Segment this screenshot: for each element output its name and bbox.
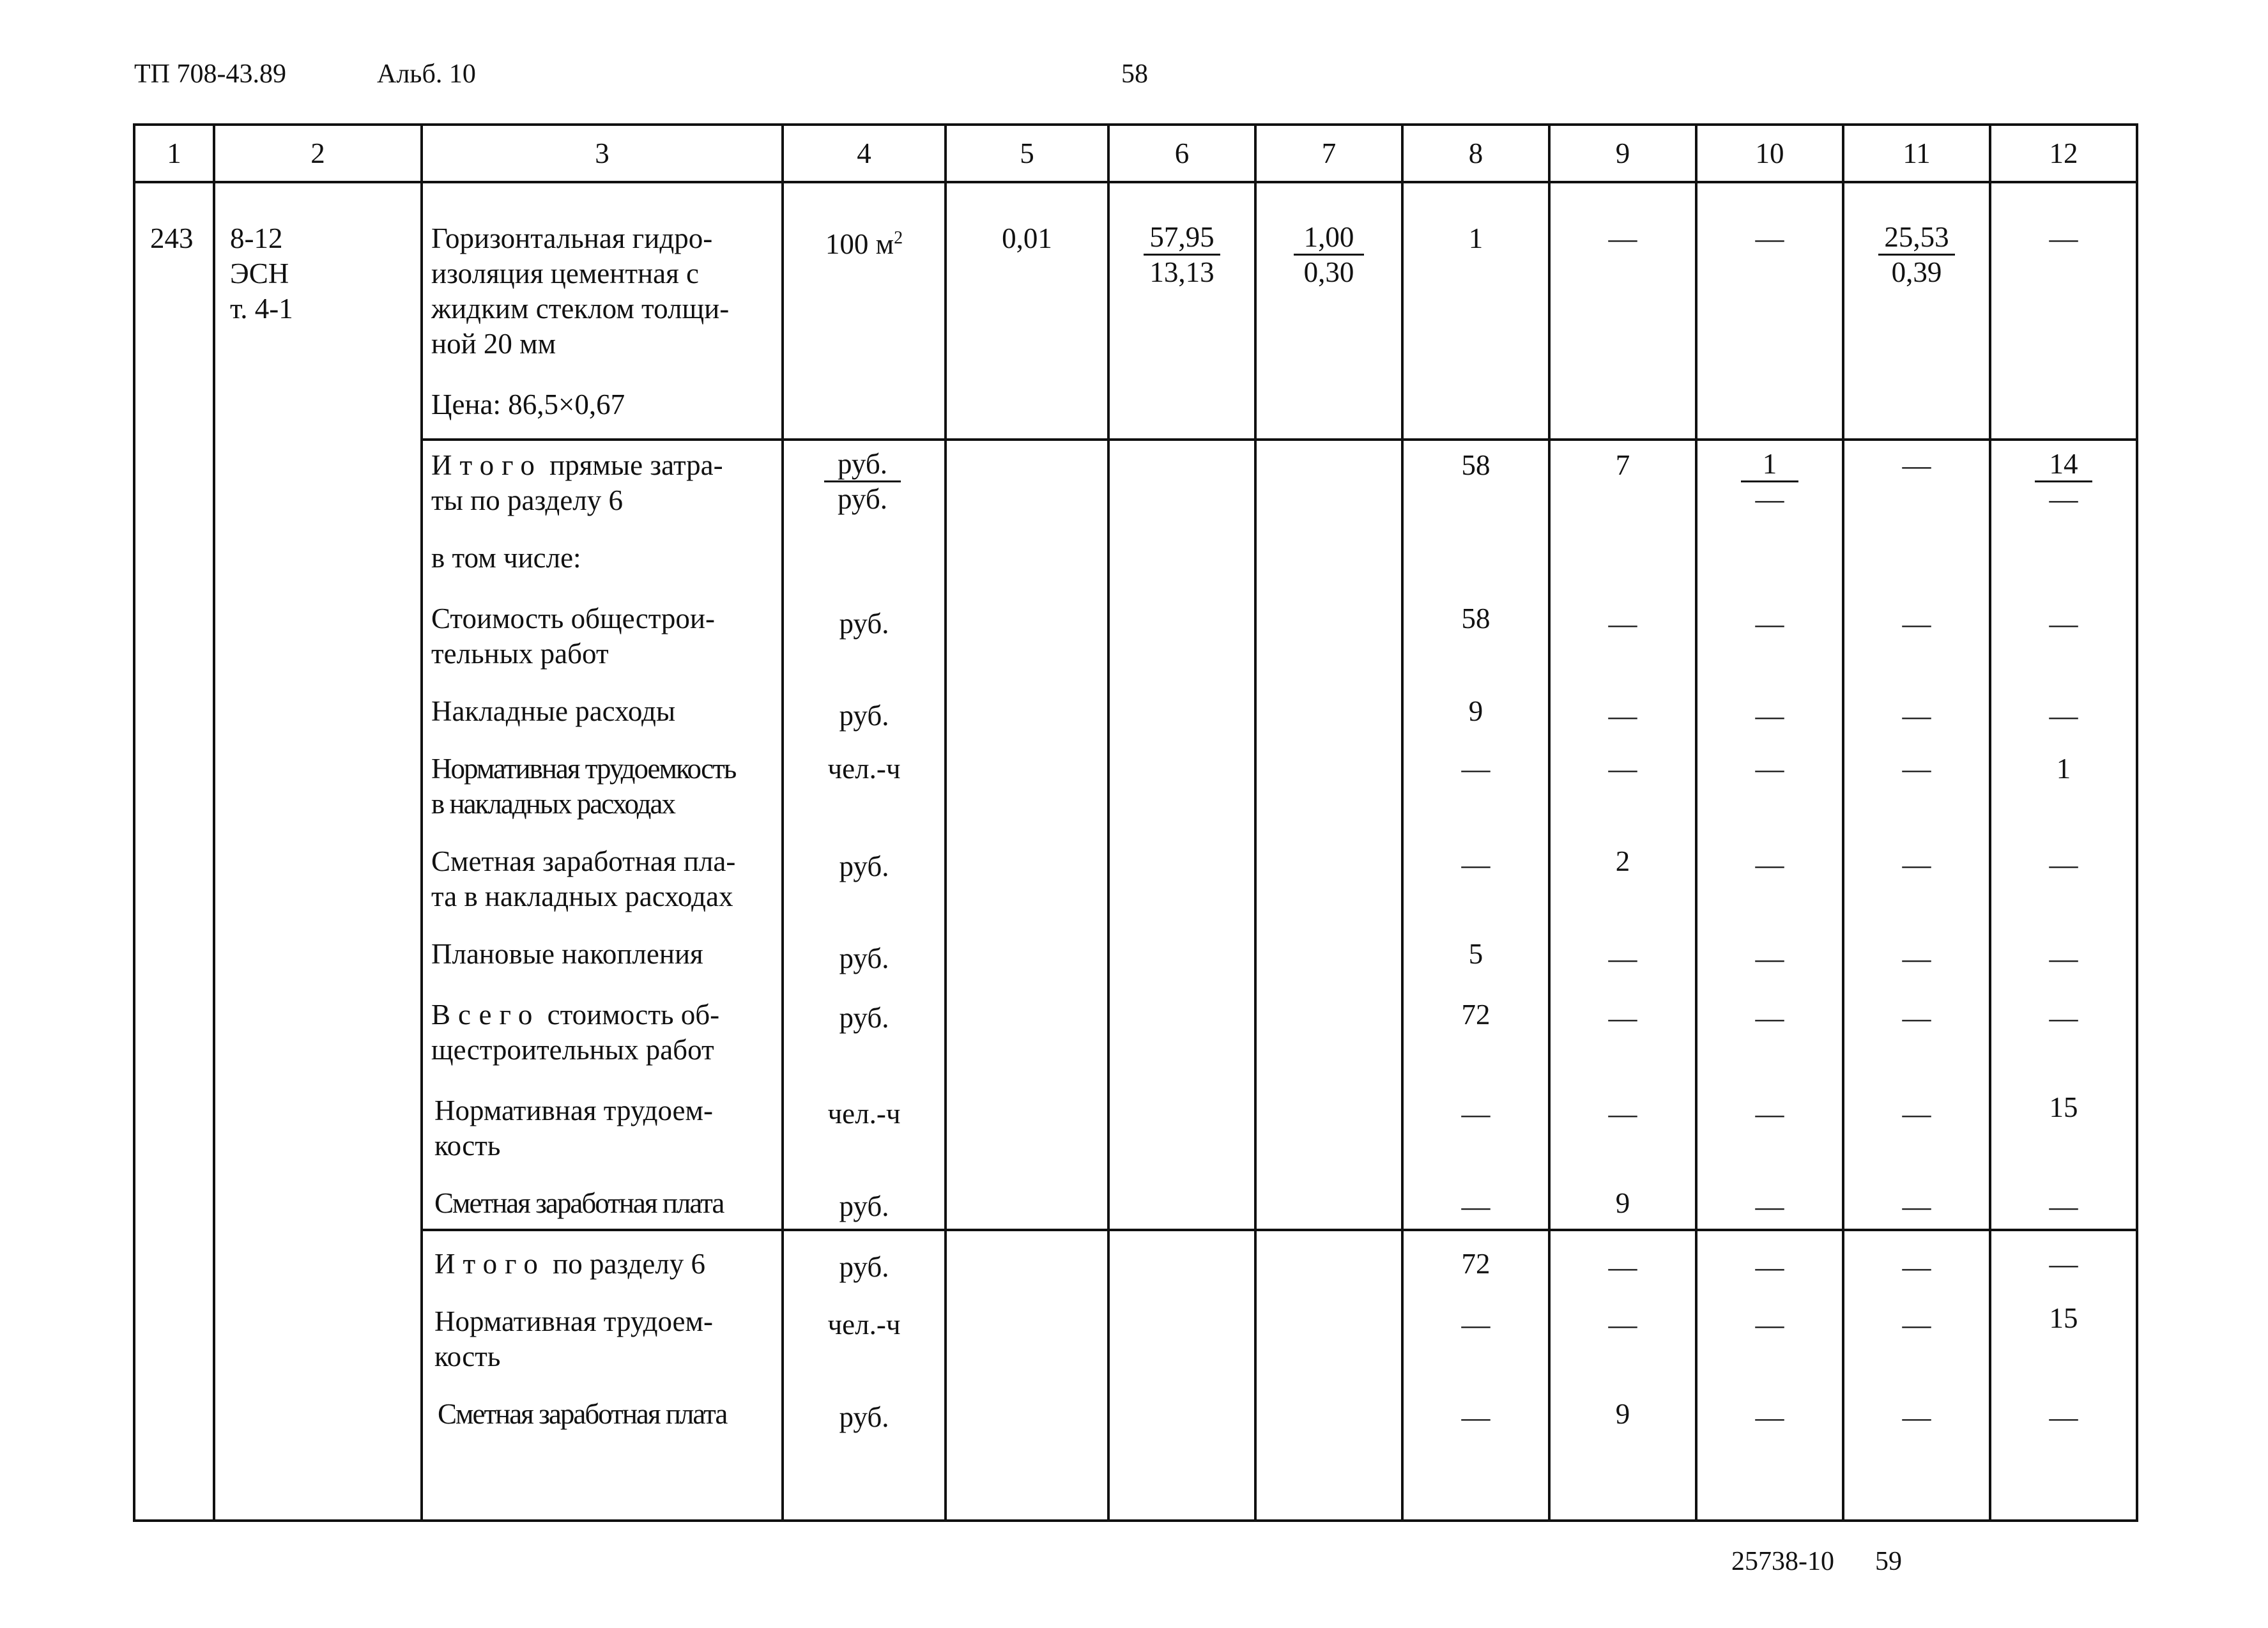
planovye-col10: — bbox=[1755, 942, 1784, 974]
item-unit-text: 100 м bbox=[825, 228, 894, 260]
item-qty: 0,01 bbox=[1002, 222, 1052, 254]
col-header-6: 6 bbox=[1174, 137, 1190, 169]
vsego-col8: 72 bbox=[1461, 999, 1490, 1031]
itogo-razdel-col8: 72 bbox=[1461, 1248, 1490, 1280]
nakladnye-col8: 9 bbox=[1468, 695, 1483, 727]
smetnaya-nakl-col8: — bbox=[1461, 849, 1490, 880]
smetnaya-nakl-col11: — bbox=[1902, 849, 1931, 880]
col-header-9: 9 bbox=[1615, 137, 1630, 169]
vsego-col9: — bbox=[1608, 1002, 1637, 1034]
smetnaya-nakl-unit: руб. bbox=[839, 850, 889, 882]
item-col11-top: 25,53 bbox=[1878, 220, 1955, 256]
col-header-11: 11 bbox=[1903, 137, 1931, 169]
item-description-line-2: изоляция цементная с bbox=[431, 257, 699, 289]
item-unit bbox=[783, 220, 946, 262]
col-header-3: 3 bbox=[595, 137, 609, 169]
smetnaya-nakl-col9: 2 bbox=[1615, 845, 1630, 877]
itogo-razdel-col10: — bbox=[1755, 1251, 1784, 1283]
itogo-pryamye-col11: — bbox=[1902, 449, 1931, 481]
norm-trud-nakl-col9: — bbox=[1608, 753, 1637, 785]
album-label: Альб. 10 bbox=[377, 59, 476, 89]
v-tom-chisle: в том числе: bbox=[431, 542, 581, 574]
item-col8: 1 bbox=[1468, 222, 1483, 254]
stoimost-col8: 58 bbox=[1461, 603, 1490, 634]
vsego-col12: — bbox=[2049, 1002, 2078, 1034]
footer-page: 59 bbox=[1875, 1547, 1902, 1576]
smetnaya-nakl-col10: — bbox=[1755, 849, 1784, 880]
itogo-pryamye-col10 bbox=[1741, 447, 1798, 516]
itogo-pryamye-col10-bottom: — bbox=[1755, 483, 1784, 515]
itogo-pryamye-text: прямые затра- bbox=[549, 449, 723, 481]
smetnaya-col11: — bbox=[1902, 1190, 1931, 1222]
vsego-spaced: Всего bbox=[431, 999, 540, 1031]
stoimost-col10: — bbox=[1755, 608, 1784, 640]
stoimost-unit: руб. bbox=[839, 608, 889, 640]
itogo-pryamye-unit-top: руб. bbox=[824, 447, 901, 482]
smetnaya-nakl-label-2: та в накладных расходах bbox=[431, 880, 733, 912]
itogo-pryamye-col12 bbox=[2035, 447, 2092, 516]
item-code-line-1: 8-12 bbox=[230, 222, 283, 254]
nakladnye-label: Накладные расходы bbox=[431, 695, 676, 727]
col-header-5: 5 bbox=[1020, 137, 1034, 169]
item-number: 243 bbox=[150, 222, 194, 254]
itogo-pryamye-col10-top: 1 bbox=[1741, 447, 1798, 482]
norm-trud-nakl-col10: — bbox=[1755, 753, 1784, 785]
norm-trud-nakl-col8: — bbox=[1461, 753, 1490, 785]
norm-trud-2-col11: — bbox=[1902, 1309, 1931, 1340]
itogo-razdel-col12: — bbox=[2049, 1248, 2078, 1280]
norm-trud-2-label-2: кость bbox=[434, 1340, 501, 1372]
itogo-pryamye-col12-top: 14 bbox=[2035, 447, 2092, 482]
item-col6-top: 57,95 bbox=[1144, 220, 1220, 256]
smetnaya-2-col10: — bbox=[1755, 1401, 1784, 1433]
itogo-pryamye-label bbox=[431, 447, 723, 483]
norm-trud-label-2: кость bbox=[434, 1130, 501, 1162]
col-header-8: 8 bbox=[1468, 137, 1483, 169]
stoimost-col11: — bbox=[1902, 608, 1931, 640]
smetnaya-2-col12: — bbox=[2049, 1401, 2078, 1433]
norm-trud-2-col12: 15 bbox=[2049, 1302, 2078, 1334]
footer-code: 25738-10 bbox=[1731, 1547, 1834, 1576]
itogo-razdel-spaced: Итого bbox=[434, 1248, 546, 1280]
col-header-1: 1 bbox=[167, 137, 181, 169]
stoimost-col9: — bbox=[1608, 608, 1637, 640]
norm-trud-2-unit: чел.-ч bbox=[827, 1309, 901, 1340]
norm-trud-col10: — bbox=[1755, 1098, 1784, 1130]
item-code-line-3: т. 4-1 bbox=[230, 293, 293, 325]
norm-trud-col12: 15 bbox=[2049, 1091, 2078, 1123]
smetnaya-col10: — bbox=[1755, 1190, 1784, 1222]
col-header-10: 10 bbox=[1755, 137, 1784, 169]
norm-trud-2-col8: — bbox=[1461, 1309, 1490, 1340]
page-number: 58 bbox=[1121, 59, 1148, 89]
item-col7-bottom: 0,30 bbox=[1303, 256, 1354, 288]
nakladnye-col11: — bbox=[1902, 700, 1931, 732]
norm-trud-nakl-col12: 1 bbox=[2056, 753, 2071, 785]
stoimost-label-2: тельных работ bbox=[431, 638, 609, 670]
itogo-razdel-col11: — bbox=[1902, 1251, 1931, 1283]
nakladnye-unit: руб. bbox=[839, 700, 889, 732]
smetnaya-col9: 9 bbox=[1615, 1187, 1630, 1219]
itogo-razdel-unit: руб. bbox=[839, 1251, 889, 1283]
item-col9: — bbox=[1608, 222, 1637, 254]
doc-code: ТП 708-43.89 bbox=[134, 59, 286, 89]
itogo-pryamye-unit bbox=[824, 447, 901, 516]
nakladnye-col12: — bbox=[2049, 700, 2078, 732]
smetnaya-2-col11: — bbox=[1902, 1401, 1931, 1433]
norm-trud-2-col10: — bbox=[1755, 1309, 1784, 1340]
item-unit-sup: 2 bbox=[894, 228, 903, 248]
smetnaya-unit: руб. bbox=[839, 1190, 889, 1222]
smetnaya-col8: — bbox=[1461, 1190, 1490, 1222]
item-col11-bottom: 0,39 bbox=[1891, 256, 1942, 288]
itogo-pryamye-col8: 58 bbox=[1461, 449, 1490, 481]
vsego-text: стоимость об- bbox=[547, 999, 720, 1031]
planovye-unit: руб. bbox=[839, 942, 889, 974]
item-col12: — bbox=[2049, 222, 2078, 254]
itogo-razdel-col9: — bbox=[1608, 1251, 1637, 1283]
col-header-7: 7 bbox=[1321, 137, 1337, 169]
smetnaya-label: Сметная заработная плата bbox=[434, 1187, 724, 1219]
planovye-col9: — bbox=[1608, 942, 1637, 974]
norm-trud-label: Нормативная трудоем- bbox=[434, 1094, 713, 1126]
smetnaya-2-col9: 9 bbox=[1615, 1398, 1630, 1430]
stoimost-col12: — bbox=[2049, 608, 2078, 640]
itogo-pryamye-col12-bottom: — bbox=[2049, 483, 2078, 515]
col-header-12: 12 bbox=[2049, 137, 2078, 169]
item-col6-bottom: 13,13 bbox=[1149, 256, 1214, 288]
itogo-pryamye-spaced: Итого bbox=[431, 449, 542, 481]
smetnaya-2-label: Сметная заработная плата bbox=[438, 1398, 727, 1430]
item-description-line-3: жидким стеклом толщи- bbox=[431, 293, 730, 325]
nakladnye-col10: — bbox=[1755, 700, 1784, 732]
norm-trud-unit: чел.-ч bbox=[827, 1098, 901, 1130]
col-header-2: 2 bbox=[310, 137, 325, 169]
vsego-label bbox=[431, 997, 719, 1033]
vsego-col10: — bbox=[1755, 1002, 1784, 1034]
itogo-pryamye-unit-bottom: руб. bbox=[838, 483, 887, 515]
norm-trud-nakl-label-2: в накладных расходах bbox=[431, 788, 675, 820]
norm-trud-col11: — bbox=[1902, 1098, 1931, 1130]
smetnaya-2-col8: — bbox=[1461, 1401, 1490, 1433]
norm-trud-nakl-col11: — bbox=[1902, 753, 1931, 785]
smetnaya-col12: — bbox=[2049, 1190, 2078, 1222]
item-col10: — bbox=[1755, 222, 1784, 254]
vsego-unit: руб. bbox=[839, 1002, 889, 1034]
norm-trud-2-label: Нормативная трудоем- bbox=[434, 1305, 713, 1337]
vsego-label-2: щестроительных работ bbox=[431, 1034, 714, 1066]
norm-trud-nakl-label: Нормативная трудоемкость bbox=[431, 753, 736, 785]
item-col6-fraction bbox=[1144, 220, 1220, 289]
itogo-pryamye-label-2: ты по разделу 6 bbox=[431, 484, 623, 516]
norm-trud-nakl-unit: чел.-ч bbox=[827, 753, 901, 785]
itogo-pryamye-col9: 7 bbox=[1615, 449, 1630, 481]
norm-trud-col9: — bbox=[1608, 1098, 1637, 1130]
planovye-label: Плановые накопления bbox=[431, 938, 703, 970]
item-col7-fraction bbox=[1294, 220, 1364, 289]
item-col11-fraction bbox=[1878, 220, 1955, 289]
smetnaya-nakl-col12: — bbox=[2049, 849, 2078, 880]
col-header-4: 4 bbox=[857, 137, 871, 169]
itogo-razdel-label bbox=[434, 1246, 705, 1282]
nakladnye-col9: — bbox=[1608, 700, 1637, 732]
smetnaya-2-unit: руб. bbox=[839, 1401, 889, 1433]
item-description-line-1: Горизонтальная гидро- bbox=[431, 222, 713, 254]
norm-trud-col8: — bbox=[1461, 1098, 1490, 1130]
item-col7-top: 1,00 bbox=[1294, 220, 1364, 256]
item-code-line-2: ЭСН bbox=[230, 257, 289, 289]
planovye-col8: 5 bbox=[1468, 938, 1483, 970]
smetnaya-nakl-label: Сметная заработная пла- bbox=[431, 845, 736, 877]
vsego-col11: — bbox=[1902, 1002, 1931, 1034]
item-price: Цена: 86,5×0,67 bbox=[431, 388, 625, 420]
norm-trud-2-col9: — bbox=[1608, 1309, 1637, 1340]
planovye-col12: — bbox=[2049, 942, 2078, 974]
itogo-razdel-text: по разделу 6 bbox=[553, 1248, 705, 1280]
planovye-col11: — bbox=[1902, 942, 1931, 974]
item-description-line-4: ной 20 мм bbox=[431, 328, 556, 360]
stoimost-label: Стоимость общестрои- bbox=[431, 603, 715, 634]
